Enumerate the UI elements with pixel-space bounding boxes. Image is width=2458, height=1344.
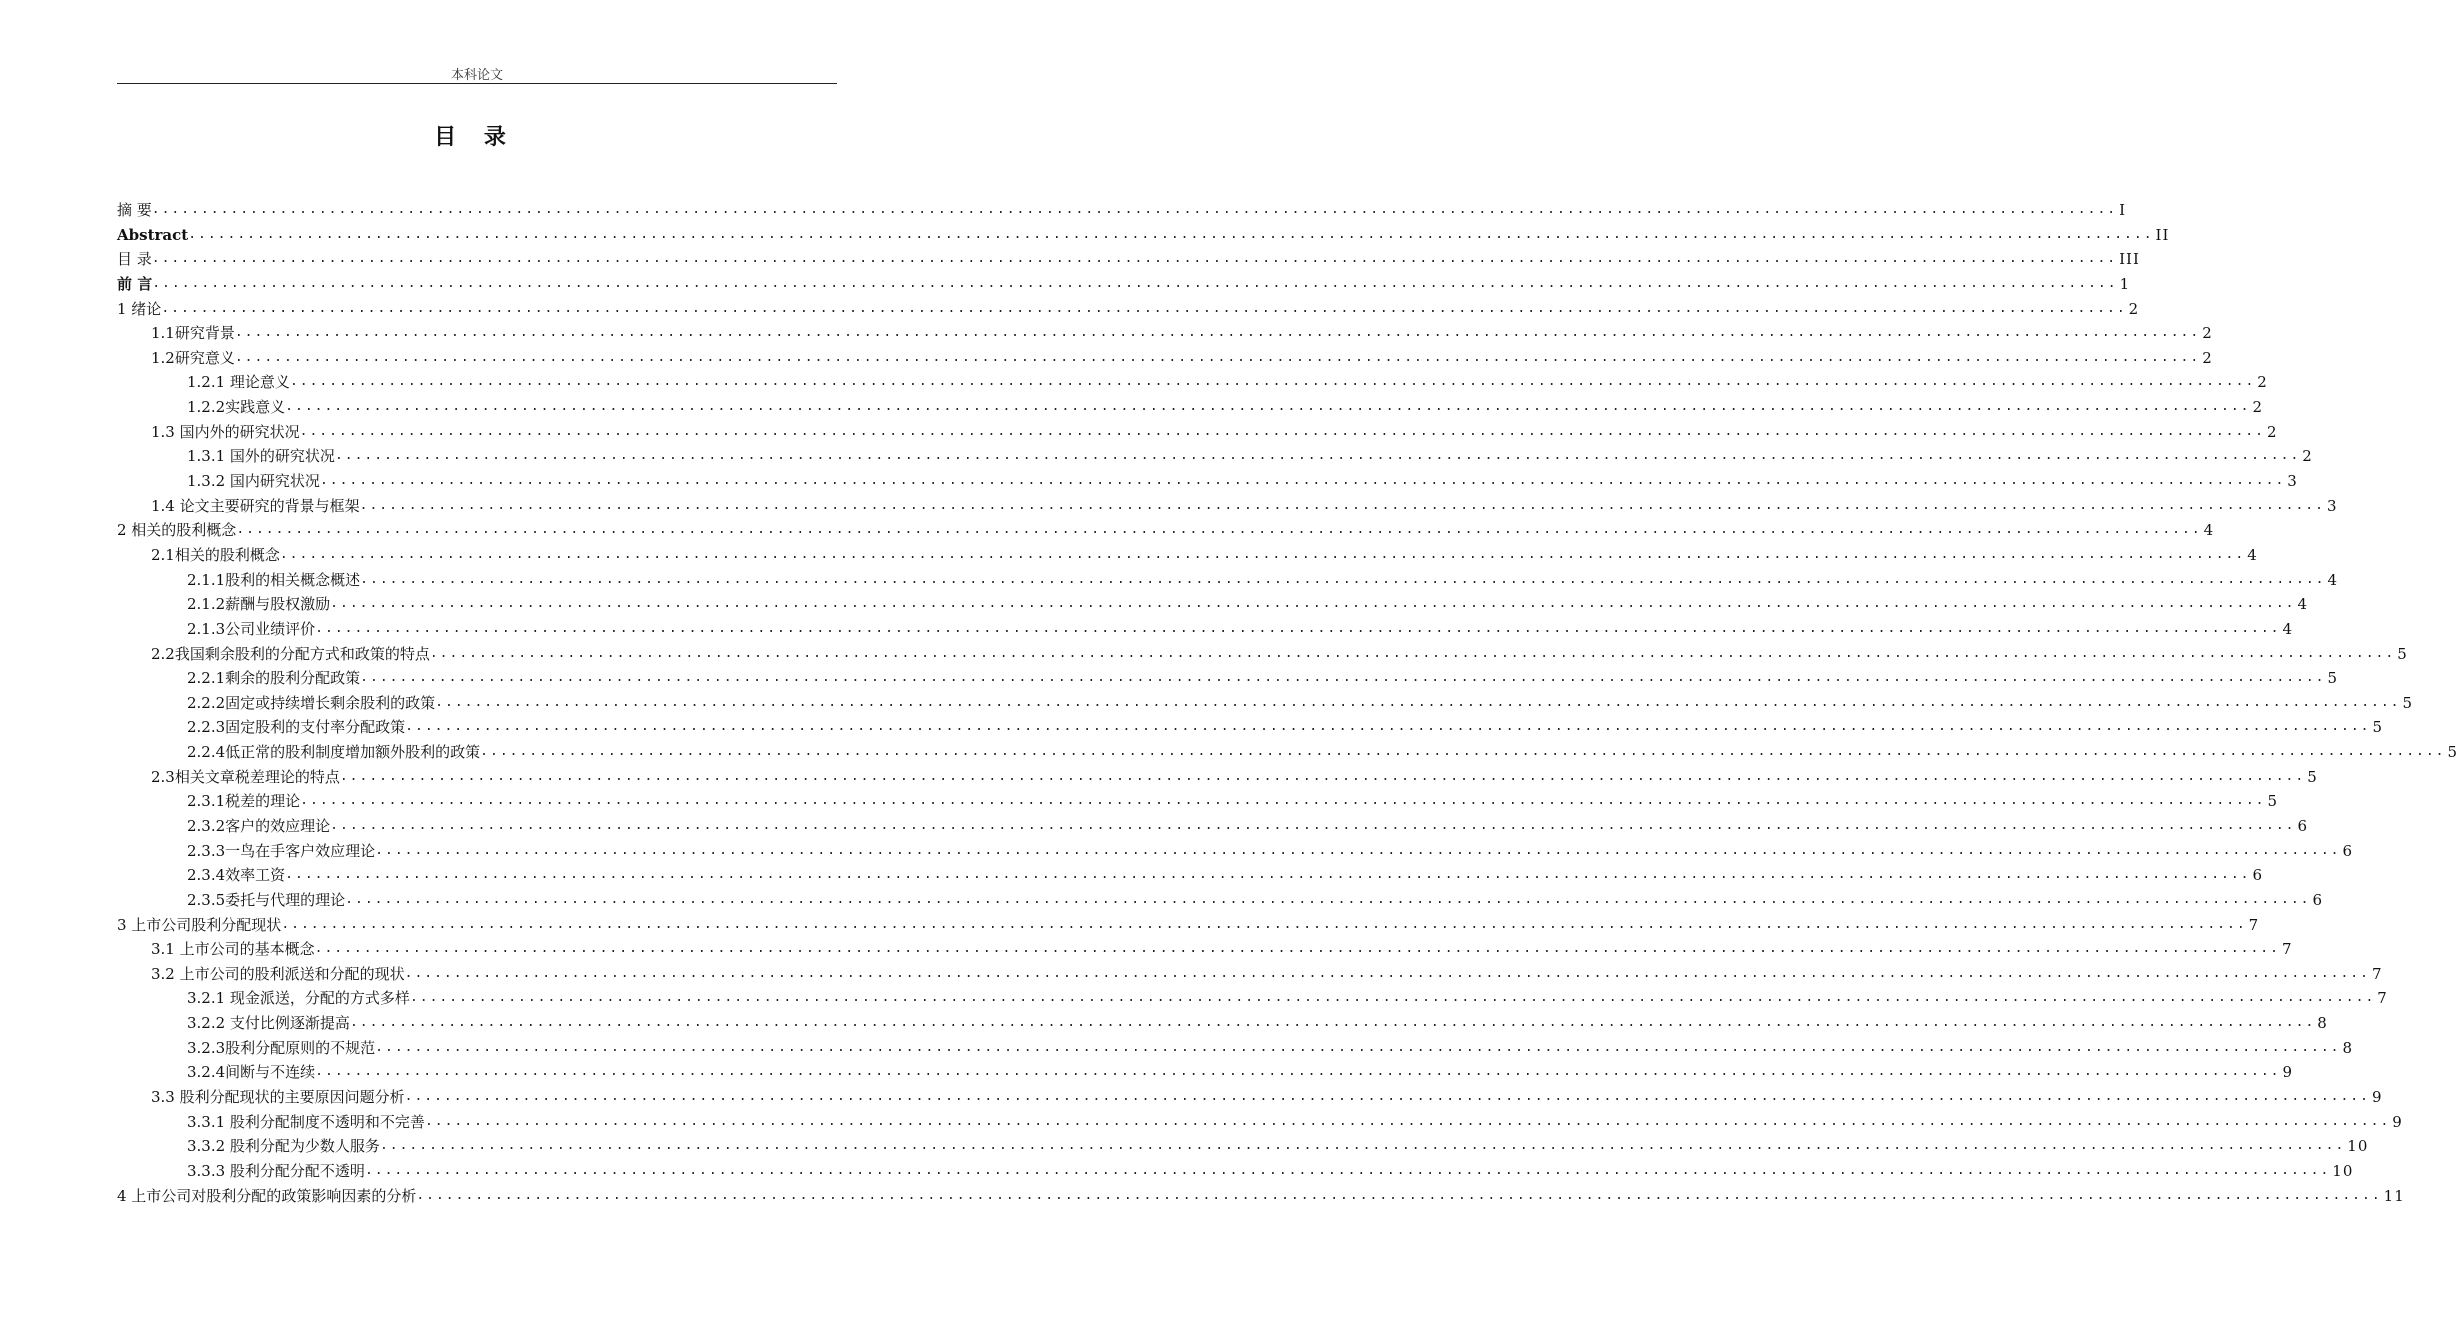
toc-entry-title: 2.2我国剩余股利的分配方式和政策的特点 (151, 644, 430, 663)
toc-leader-dots: ........................................................................................................................................................................................................ (409, 990, 2376, 1006)
toc-entry-page: 3 (2326, 496, 2338, 515)
toc-leader-dots: ........................................................................................................................................................................................................ (161, 300, 2127, 316)
toc-entry-page: 5 (2397, 644, 2408, 663)
toc-entry-title: 2.3.1税差的理论 (187, 792, 301, 811)
toc-entry-title: 1.4 论文主要研究的背景与框架 (151, 496, 360, 515)
toc-entry-title: 1.3.2 国内研究状况 (187, 472, 320, 491)
toc-entry[interactable] (117, 765, 2318, 790)
toc-entry-page: 7 (2281, 940, 2293, 959)
toc-entry-title: 1.2.2实践意义 (187, 398, 286, 417)
toc-leader-dots: ........................................................................................................................................................................................................ (152, 275, 2118, 291)
toc-leader-dots: ........................................................................................................................................................................................................ (345, 891, 2311, 907)
toc-entry-page: 4 (2327, 570, 2339, 589)
toc-entry[interactable] (117, 568, 2339, 593)
toc-entry-title: 2.2.2固定或持续增长剩余股利的政策 (187, 693, 436, 712)
toc-entry-page: 6 (2312, 890, 2324, 909)
toc-entry[interactable] (117, 1011, 2328, 1036)
toc-entry[interactable] (117, 937, 2293, 962)
toc-entry-title: 3.3.1 股利分配制度不透明和不完善 (187, 1112, 425, 1131)
toc-leader-dots: ........................................................................................................................................................................................................ (429, 645, 2396, 661)
toc-entry[interactable] (117, 592, 2309, 617)
toc-leader-dots: ........................................................................................................................................................................................................ (300, 793, 2266, 809)
toc-entry-page: 5 (2372, 718, 2384, 737)
toc-entry-title: Abstract (117, 225, 189, 244)
toc-entry[interactable] (117, 346, 2213, 371)
header-divider (117, 83, 837, 84)
toc-leader-dots: ........................................................................................................................................................................................................ (334, 448, 2301, 464)
toc-entry[interactable] (117, 962, 2383, 987)
toc-leader-dots: ........................................................................................................................................................................................................ (234, 325, 2201, 341)
toc-entry[interactable] (117, 987, 2388, 1012)
toc-entry-title: 3.1 上市公司的基本概念 (151, 940, 315, 959)
toc-entry-page: 9 (2371, 1088, 2383, 1107)
toc-entry-page: 9 (2392, 1112, 2403, 1131)
toc-entry-title: 3.3.3 股利分配分配不透明 (187, 1161, 365, 1180)
toc-entry-page: 2 (2252, 398, 2264, 417)
toc-entry-page: 7 (2248, 915, 2260, 934)
toc-leader-dots: ........................................................................................................................................................................................................ (405, 719, 2371, 735)
toc-entry-title: 3.3 股利分配现状的主要原因问题分析 (151, 1088, 405, 1107)
toc-leader-dots: ........................................................................................................................................................................................................ (339, 768, 2306, 784)
toc-entry[interactable] (117, 321, 2213, 346)
toc-leader-dots: ........................................................................................................................................................................................................ (234, 349, 2201, 365)
toc-entry-page: 10 (2347, 1137, 2369, 1156)
toc-entry[interactable] (117, 1110, 2403, 1135)
toc-leader-dots: ........................................................................................................................................................................................................ (319, 473, 2286, 489)
toc-leader-dots: ........................................................................................................................................................................................................ (404, 965, 2370, 981)
toc-entry[interactable] (117, 691, 2414, 716)
toc-entry[interactable] (117, 617, 2294, 642)
toc-entry-title: 3.2 上市公司的股利派送和分配的现状 (151, 964, 405, 983)
toc-entry-page: 8 (2317, 1014, 2328, 1033)
toc-leader-dots: ........................................................................................................................................................................................................ (379, 1138, 2346, 1154)
toc-entry[interactable] (117, 469, 2298, 494)
toc-entry[interactable] (117, 494, 2338, 519)
toc-entry-title: 2.1相关的股利概念 (151, 545, 280, 564)
toc-entry-title: 3.3.2 股利分配为少数人服务 (187, 1137, 380, 1156)
toc-entry-page: III (2119, 250, 2140, 269)
toc-leader-dots: ........................................................................................................................................................................................................ (375, 842, 2341, 858)
toc-entry-title: 2.3相关文章税差理论的特点 (151, 767, 340, 786)
toc-entry-page: 2 (2202, 324, 2213, 343)
toc-entry-title: 2.3.4效率工资 (187, 866, 286, 885)
toc-entry-page: 2 (2266, 422, 2278, 441)
toc-leader-dots: ........................................................................................................................................................................................................ (404, 1089, 2370, 1105)
toc-entry[interactable] (117, 1159, 2354, 1184)
toc-entry-page: 5 (2327, 669, 2339, 688)
toc-entry[interactable] (117, 888, 2324, 913)
toc-entry-title: 2.2.4低正常的股利制度增加额外股利的政策 (187, 743, 481, 762)
toc-leader-dots: ........................................................................................................................................................................................................ (416, 1187, 2382, 1203)
toc-entry[interactable] (117, 863, 2264, 888)
toc-entry-page: 2 (2128, 299, 2140, 318)
toc-leader-dots: ........................................................................................................................................................................................................ (375, 1039, 2341, 1055)
toc-entry[interactable] (117, 1085, 2383, 1110)
toc-entry[interactable] (117, 518, 2215, 543)
toc-entry[interactable] (117, 1036, 2354, 1061)
toc-entry[interactable] (117, 1134, 2369, 1159)
page-title: 目 录 (434, 124, 516, 150)
toc-entry[interactable] (117, 1060, 2294, 1085)
toc-leader-dots: ........................................................................................................................................................................................................ (151, 251, 2118, 267)
toc-entry-title: 2.2.3固定股利的支付率分配政策 (187, 718, 406, 737)
toc-leader-dots: ........................................................................................................................................................................................................ (330, 596, 2296, 612)
toc-entry[interactable] (117, 420, 2278, 445)
toc-entry[interactable] (117, 223, 2170, 248)
toc-entry-title: 3.2.3股利分配原则的不规范 (187, 1038, 376, 1057)
toc-entry[interactable] (117, 543, 2258, 568)
toc-entry-title: 1.1研究背景 (151, 324, 235, 343)
toc-entry-title: 1.2研究意义 (151, 348, 235, 367)
toc-entry-page: 5 (2307, 767, 2318, 786)
toc-leader-dots: ........................................................................................................................................................................................................ (281, 916, 2247, 932)
toc-entry-title: 1.3 国内外的研究状况 (151, 422, 300, 441)
toc-entry-title: 1.2.1 理论意义 (187, 373, 290, 392)
toc-entry-title: 摘 要 (117, 200, 152, 219)
toc-leader-dots: ........................................................................................................................................................................................................ (236, 522, 2202, 538)
toc-entry-title: 目 录 (117, 250, 152, 269)
toc-leader-dots: ........................................................................................................................................................................................................ (188, 226, 2154, 242)
toc-entry-page: II (2155, 225, 2170, 244)
toc-entry[interactable] (117, 272, 2131, 297)
toc-leader-dots: ........................................................................................................................................................................................................ (360, 670, 2326, 686)
toc-entry-page: 5 (2402, 693, 2414, 712)
toc-entry[interactable] (117, 297, 2140, 322)
toc-leader-dots: ........................................................................................................................................................................................................ (314, 941, 2280, 957)
toc-entry[interactable] (117, 247, 2140, 272)
toc-entry[interactable] (117, 715, 2384, 740)
toc-entry-page: 7 (2377, 989, 2388, 1008)
toc-entry-page: 2 (2202, 348, 2213, 367)
toc-entry[interactable] (117, 642, 2408, 667)
toc-leader-dots: ........................................................................................................................................................................................................ (285, 399, 2251, 415)
toc-leader-dots: ........................................................................................................................................................................................................ (285, 867, 2251, 883)
toc-leader-dots: ........................................................................................................................................................................................................ (299, 423, 2265, 439)
toc-entry-title: 2.2.1剩余的股利分配政策 (187, 669, 361, 688)
toc-leader-dots: ........................................................................................................................................................................................................ (480, 744, 2446, 760)
toc-entry-page: 2 (2257, 373, 2268, 392)
toc-entry-title: 3 上市公司股利分配现状 (117, 915, 282, 934)
toc-entry-page: 4 (2297, 595, 2309, 614)
toc-leader-dots: ........................................................................................................................................................................................................ (360, 571, 2326, 587)
toc-entry[interactable] (117, 814, 2309, 839)
toc-entry-page: 5 (2447, 743, 2458, 762)
toc-entry[interactable] (117, 666, 2339, 691)
toc-entry-title: 2.3.5委托与代理的理论 (187, 890, 346, 909)
toc-leader-dots: ........................................................................................................................................................................................................ (315, 1064, 2281, 1080)
toc-entry[interactable] (117, 370, 2268, 395)
toc-leader-dots: ........................................................................................................................................................................................................ (359, 497, 2325, 513)
toc-leader-dots: ........................................................................................................................................................................................................ (315, 620, 2281, 636)
toc-entry-title: 2.1.2薪酬与股权激励 (187, 595, 331, 614)
toc-entry-page: 11 (2383, 1186, 2405, 1205)
toc-entry-page: 7 (2371, 964, 2383, 983)
toc-entry-page: 9 (2282, 1063, 2294, 1082)
toc-leader-dots: ........................................................................................................................................................................................................ (279, 546, 2246, 562)
toc-leader-dots: ........................................................................................................................................................................................................ (349, 1015, 2316, 1031)
toc-entry-page: 6 (2297, 817, 2309, 835)
table-of-contents (117, 198, 2458, 1208)
toc-entry-title: 2.3.2客户的效应理论 (187, 817, 331, 835)
toc-entry-page: 1 (2119, 274, 2131, 293)
toc-entry-page: 3 (2287, 472, 2298, 491)
toc-entry[interactable] (117, 839, 2354, 864)
toc-entry[interactable] (117, 198, 2127, 223)
toc-entry-title: 4 上市公司对股利分配的政策影响因素的分析 (117, 1186, 417, 1205)
toc-entry-page: 5 (2267, 792, 2279, 811)
toc-leader-dots: ........................................................................................................................................................................................................ (424, 1113, 2391, 1129)
toc-entry[interactable] (117, 444, 2313, 469)
toc-entry-title: 3.2.1 现金派送，分配的方式多样 (187, 989, 410, 1008)
toc-leader-dots: ........................................................................................................................................................................................................ (330, 818, 2296, 833)
toc-entry[interactable] (117, 395, 2264, 420)
toc-entry-page: I (2119, 200, 2127, 219)
toc-entry-title: 2.1.3公司业绩评价 (187, 619, 316, 638)
toc-entry-title: 2.1.1股利的相关概念概述 (187, 570, 361, 589)
toc-entry-page: 4 (2203, 521, 2215, 540)
toc-entry-page: 8 (2342, 1038, 2354, 1057)
toc-leader-dots: ........................................................................................................................................................................................................ (151, 201, 2118, 217)
toc-entry-page: 4 (2282, 619, 2294, 638)
toc-entry-title: 1 绪论 (117, 299, 162, 318)
toc-entry-title: 3.2.2 支付比例逐渐提高 (187, 1014, 350, 1033)
toc-entry-title: 2 相关的股利概念 (117, 521, 237, 540)
toc-entry-title: 1.3.1 国外的研究状况 (187, 447, 335, 466)
toc-entry-title: 前 言 (117, 274, 153, 293)
toc-entry-page: 6 (2252, 866, 2264, 885)
toc-leader-dots: ........................................................................................................................................................................................................ (364, 1162, 2331, 1178)
toc-entry-page: 6 (2342, 841, 2354, 860)
toc-entry[interactable] (117, 789, 2279, 814)
toc-entry-page: 2 (2302, 447, 2313, 466)
page-header: 本科论文 (450, 68, 503, 83)
toc-entry-page: 4 (2247, 545, 2258, 564)
toc-leader-dots: ........................................................................................................................................................................................................ (435, 694, 2401, 710)
toc-entry-page: 10 (2332, 1161, 2354, 1180)
toc-entry-title: 3.2.4间断与不连续 (187, 1063, 316, 1082)
toc-entry-title: 2.3.3一鸟在手客户效应理论 (187, 841, 376, 860)
toc-leader-dots: ........................................................................................................................................................................................................ (289, 374, 2256, 390)
toc-entry[interactable] (117, 1184, 2405, 1209)
toc-entry[interactable] (117, 913, 2260, 938)
toc-entry[interactable] (117, 740, 2458, 765)
